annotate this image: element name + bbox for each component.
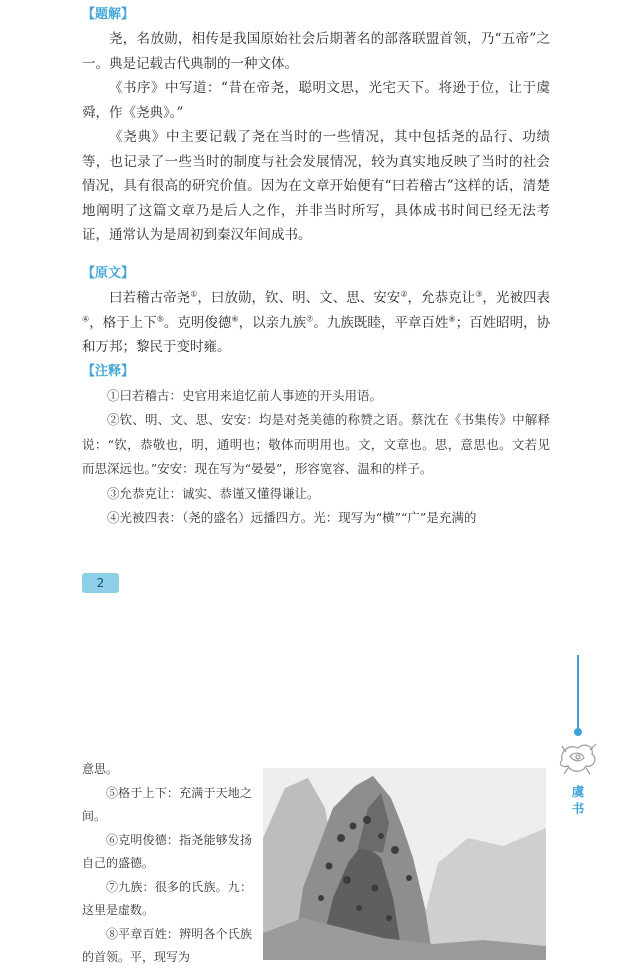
note-ref: ⑥ — [231, 314, 239, 323]
text-segment: ；百姓昭明，协和万邦；黎民于变时雍。 — [82, 314, 551, 355]
text-segment: ，曰放勋，钦、明、文、思、安安 — [197, 290, 401, 306]
dragon-ornament-icon — [556, 738, 600, 778]
intro-paragraph: 《尧典》中主要记载了尧在当时的一些情况，其中包括尧的品行、功绩等，也记录了一些当时的制度与社会发展情况，较为真实地反映了当时的社会情况，具有很高的研究价值。因为在文章开始便有“曰若稽古”这样的话，清楚地阐明了这篇文章乃是后人之作，并非当时所写，具体成书时间已经无法考证，通常认为是周初到秦汉年间成书。 — [82, 129, 550, 243]
footnote: ②钦、明、文、思、安安：均是对尧美德的称赞之语。蔡沈在《书集传》中解释说：“钦，恭敬也，明，通明也；敬体而明用也。文，文章也。思，意思也。文若见而思深远也。”安安：现在写为“晏晏”，形容宽容、温和的样子。 — [82, 412, 550, 476]
intro-paragraph: 尧，名放勋，相传是我国原始社会后期著名的部落联盟首领，乃“五帝”之一。典是记载古代典制的一种文体。 — [82, 31, 550, 72]
note-ref: ② — [400, 289, 408, 299]
main-text-column — [82, 3, 550, 248]
footnote: ⑦九族：很多的氏族。九：这里是虚数。 — [82, 879, 252, 917]
text-segment: 。克明俊德 — [163, 314, 232, 331]
footnote-continuation: 意思。 — [82, 762, 119, 776]
note-ref: ⑧ — [448, 314, 456, 323]
footnote: ④光被四表：（尧的盛名）远播四方。光：现写为“横”“广”是充满的 — [107, 510, 477, 525]
note-ref: ① — [190, 289, 198, 299]
heading-yuanwen: 【原文】 — [82, 266, 135, 281]
note-ref: ③ — [475, 289, 483, 299]
footnote: ⑧平章百姓：辨明各个氏族的首领。平，现写为 — [82, 926, 252, 964]
page-number-badge: 2 — [82, 573, 119, 593]
heading-zhushi: 【注释】 — [82, 363, 135, 379]
text-segment: ，以亲九族 — [238, 314, 307, 331]
text-segment: ，允恭克让 — [407, 290, 476, 306]
note-ref: ⑦ — [306, 314, 314, 323]
original-text-section — [82, 262, 550, 531]
intro-paragraph: 《书序》中写道：“昔在帝尧，聪明文思，光宅天下。将逊于位，让于虞舜，作《尧典》。” — [82, 80, 550, 121]
text-segment: ，光被四表 — [482, 290, 551, 306]
heading-tijie: 【题解】 — [82, 7, 135, 22]
text-segment: 。九族既睦，平章百姓 — [313, 314, 449, 331]
side-marker-line — [577, 655, 579, 730]
side-marker-dot — [574, 728, 582, 736]
note-ref: ⑤ — [156, 314, 164, 323]
landscape-ink-painting — [263, 768, 546, 960]
text-segment: ，格于上下 — [89, 314, 157, 331]
text-segment: 曰若稽古帝尧 — [109, 290, 191, 306]
original-text — [82, 286, 550, 360]
footnote: ③允恭克让：诚实、恭谨又懂得谦让。 — [107, 485, 320, 501]
continued-notes — [82, 758, 252, 970]
footnote: ⑤格于上下：充满于天地之间。 — [82, 785, 252, 823]
note-ref: ④ — [82, 314, 90, 323]
footnote: ①曰若稽古：史官用来追忆前人事迹的开头用语。 — [107, 387, 383, 403]
footnote: ⑥克明俊德：指尧能够发扬自己的盛德。 — [82, 832, 252, 870]
side-book-title: 虞书 — [571, 784, 585, 816]
